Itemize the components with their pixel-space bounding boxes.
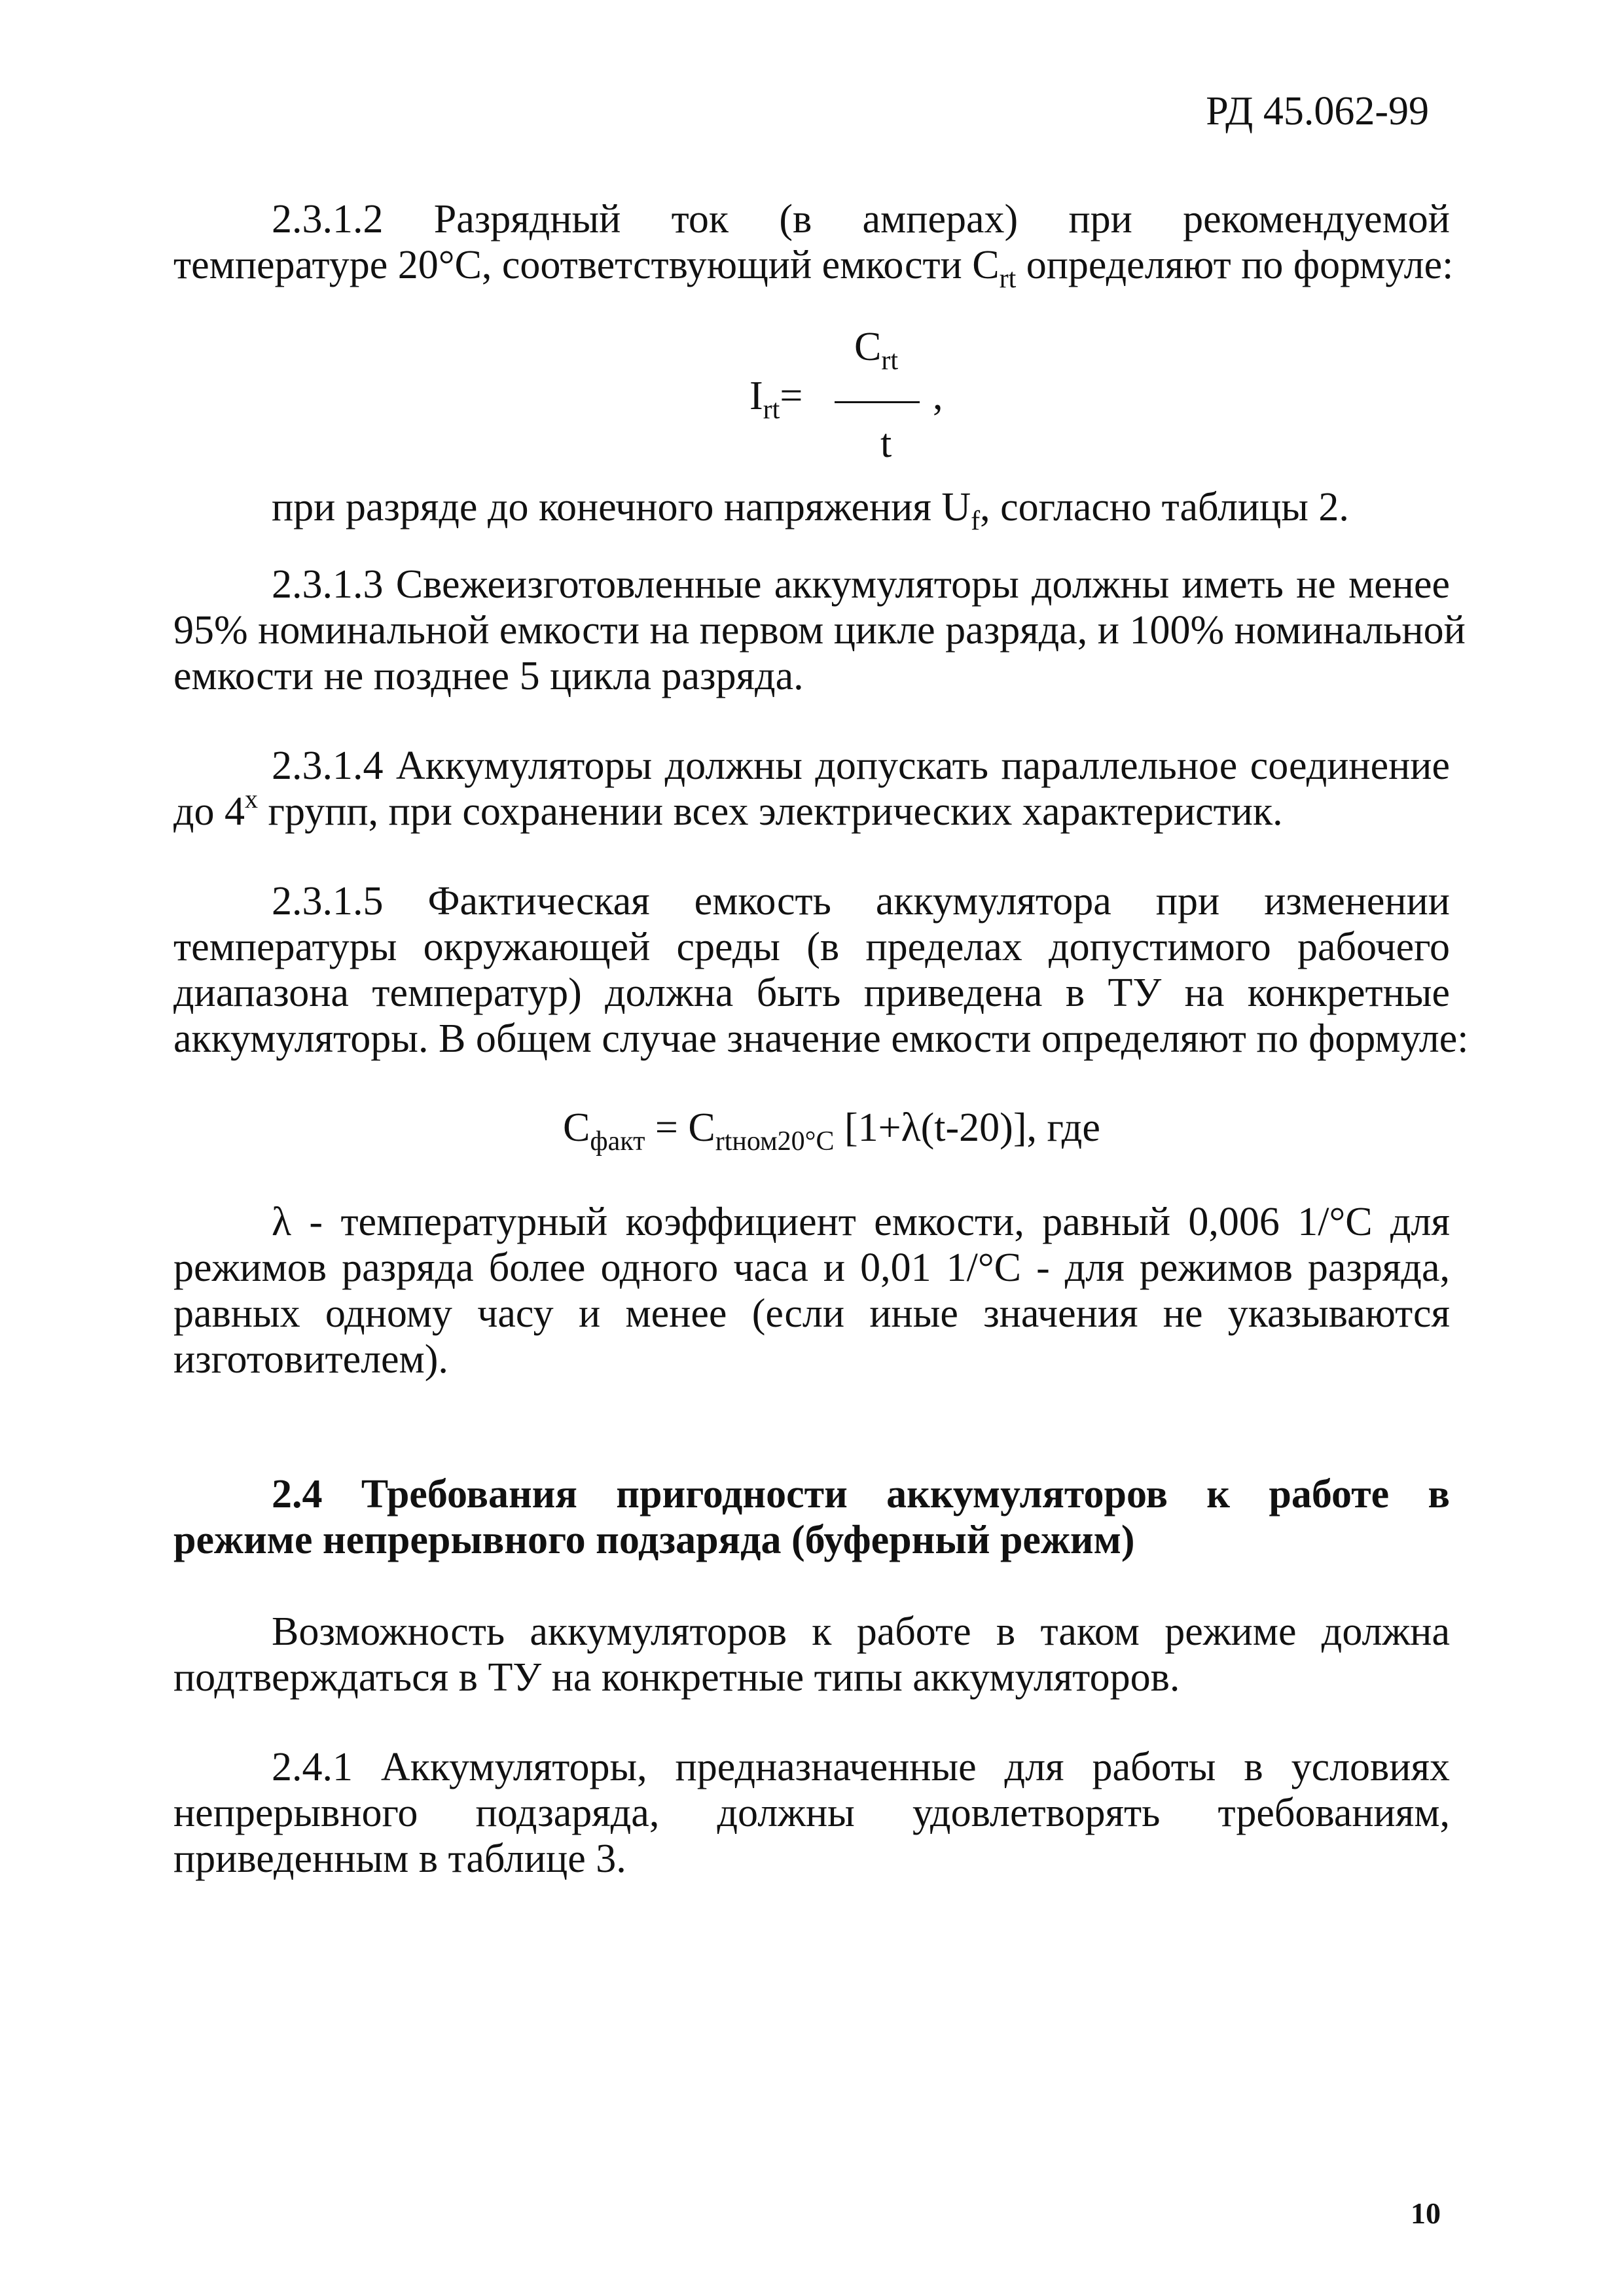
p1-line1: 2.3.1.2 Разрядный ток (в амперах) при рекомендуемой — [272, 197, 1450, 242]
p6-line1: Возможность аккумуляторов к работе в таком режиме должна — [272, 1609, 1450, 1654]
p1-after-formula: при разряде до конечного напряжения $U_f$, согласно таблицы 2. — [272, 485, 1349, 536]
formula1-fraction-bar — [835, 401, 920, 403]
p4-line4: аккумуляторы. В общем случае значение емкости определяют по формуле: — [173, 1016, 1469, 1061]
formula-actual-capacity: $С_{факт} = С_{rtном20^\circ С}$ [1+λ(t-20)], где — [563, 1105, 1100, 1157]
page-number: 10 — [1411, 2197, 1441, 2230]
formula1-numerator: $С_{rt}$ — [854, 325, 899, 376]
formula1-denominator: t — [880, 422, 892, 466]
p7-line1: 2.4.1 Аккумуляторы, предназначенные для работы в условиях — [272, 1745, 1450, 1789]
section-2-4-heading-line2: режиме непрерывного подзаряда (буферный режим) — [173, 1518, 1135, 1562]
p7-line2: непрерывного подзаряда, должны удовлетворять требованиям, — [173, 1791, 1450, 1835]
p7-line3: приведенным в таблице 3. — [173, 1837, 626, 1881]
p4-line2: температуры окружающей среды (в пределах допустимого рабочего — [173, 925, 1450, 969]
p4-line3: диапазона температур) должна быть приведена в ТУ на конкретные — [173, 971, 1450, 1015]
p5-line2: режимов разряда более одного часа и 0,01 1/°С - для режимов разряда, — [173, 1246, 1450, 1290]
p5-line3: равных одному часу и менее (если иные значения не указываются — [173, 1291, 1450, 1336]
formula1-comma: , — [933, 374, 943, 418]
p1-line2: температуре 20°С, соответствующий емкости $С_{rt}$ определяют по формуле: — [173, 243, 1454, 294]
p2-line3: емкости не позднее 5 цикла разряда. — [173, 654, 804, 698]
document-code: РД 45.062-99 — [1206, 89, 1429, 134]
p3-line1: 2.3.1.4 Аккумуляторы должны допускать параллельное соединение — [272, 744, 1450, 788]
section-2-4-heading-line1: 2.4 Требования пригодности аккумуляторов к работе в — [272, 1472, 1450, 1516]
p5-line4: изготовителем). — [173, 1337, 448, 1382]
p5-line1: λ - температурный коэффициент емкости, равный 0,006 1/°С для — [272, 1200, 1450, 1244]
formula1-lhs: $I_{rt}=$ — [749, 374, 803, 425]
formula-discharge-current — [749, 324, 972, 475]
p4-line1: 2.3.1.5 Фактическая емкость аккумулятора при изменении — [272, 879, 1450, 924]
p3-line2: до $4^х$ групп, при сохранении всех электрических характеристик. — [173, 784, 1283, 834]
p6-line2: подтверждаться в ТУ на конкретные типы аккумуляторов. — [173, 1655, 1180, 1700]
p2-line2: 95% номинальной емкости на первом цикле разряда, и 100% номинальной — [173, 608, 1466, 653]
p2-line1: 2.3.1.3 Свежеизготовленные аккумуляторы должны иметь не менее — [272, 562, 1450, 607]
